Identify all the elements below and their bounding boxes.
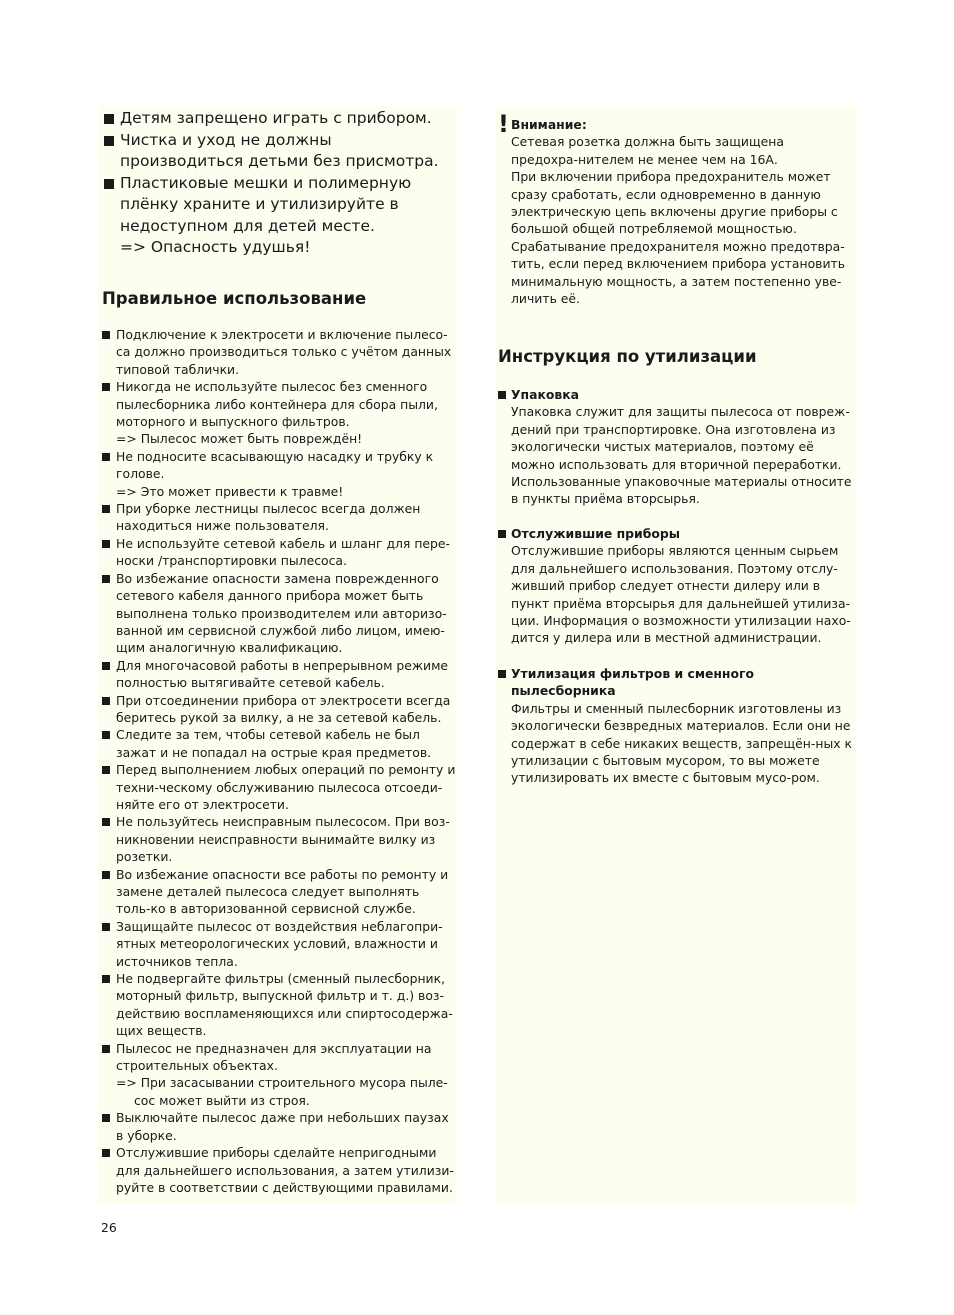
list-item: Детям запрещено играть с прибором. <box>104 108 454 130</box>
page-number: 26 <box>101 1220 117 1235</box>
disposal-section-body: Отслужившие приборы являются ценным сырьем для дальнейшего использования. Поэтому отслу-живший прибор следует отнести дилеру или в пункт приёма вторсырья для дальнейшей утилиза-ции. Информация о возможности утилизации нахо-дится у дилера или в местной администрации. <box>511 543 851 646</box>
list-item: Пылесос не предназначен для эксплуатации на строительных объектах. => При засасывании строительного мусора пыле-сос может выйти из строя. <box>102 1040 456 1110</box>
disposal-section-filters <box>498 665 854 787</box>
list-item: При отсоединении прибора от электросети всегда беритесь рукой за вилку, а не за сетевой кабель. <box>102 692 456 727</box>
list-item: Чистка и уход не должны производиться детьми без присмотра. <box>104 130 454 173</box>
proper-use-list <box>102 326 456 1196</box>
disposal-section-packaging <box>498 386 854 508</box>
list-item: Следите за тем, чтобы сетевой кабель не был зажат и не попадал на острые края предметов. <box>102 726 456 761</box>
bullet-square-icon <box>102 871 110 879</box>
list-item: Не используйте сетевой кабель и шланг для пере-носки /транспортировки пылесоса. <box>102 535 456 570</box>
bullet-square-icon <box>102 662 110 670</box>
list-item: Перед выполнением любых операций по ремонту и техни-ческому обслуживанию пылесоса отсоеди-няйте его от электросети. <box>102 761 456 813</box>
list-item: Подключение к электросети и включение пылесо-са должно производиться только с учётом данных типовой таблички. <box>102 326 456 378</box>
right-column <box>495 106 856 1206</box>
bullet-square-icon <box>102 923 110 931</box>
list-item: Не подвергайте фильтры (сменный пылесборник, моторный фильтр, выпускной фильтр и т. д.) воз-действию воспламеняющихся или спиртосодержа-щих веществ. <box>102 970 456 1040</box>
bullet-square-icon <box>102 540 110 548</box>
bullet-square-icon <box>102 697 110 705</box>
bullet-square-icon <box>102 453 110 461</box>
bullet-square-icon <box>102 1149 110 1157</box>
disposal-section-body: Фильтры и сменный пылесборник изготовлены из экологически безвредных материалов. Если они не содержат в себе никаких веществ, запрещён-ных к утилизации с бытовым мусором, то вы можете утилизировать их вместе с бытовым мусо-ром. <box>511 700 852 786</box>
bullet-square-icon <box>102 766 110 774</box>
list-item: Отслужившие приборы сделайте непригодными для дальнейшего использования, а затем утилизи-руйте в соответствии с действующими правилами. <box>102 1144 456 1196</box>
list-item: Никогда не используйте пылесос без сменного пылесборника либо контейнера для сбора пыли, моторного и выпускного фильтров. => Пылесос может быть повреждён! <box>102 378 456 448</box>
section-heading-proper-use: Правильное использование <box>102 289 367 308</box>
warning-paragraph: При включении прибора предохранитель может сразу сработать, если одновременно в данную электрическую цепь включены другие приборы с большой общей потребляемой мощностью. <box>511 169 838 237</box>
list-item: Во избежание опасности замена поврежденного сетевого кабеля данного прибора может быть выполнена только производителем или авторизо-ванной им сервисной службой либо лицом, имею-щим аналогичную квалификацию. <box>102 570 456 657</box>
bullet-square-icon <box>102 575 110 583</box>
bullet-square-icon <box>104 114 114 124</box>
bullet-square-icon <box>102 975 110 983</box>
bullet-square-icon <box>102 1045 110 1053</box>
disposal-section-body: Упаковка служит для защиты пылесоса от повреж-дений при транспортировке. Она изготовлена из экологически чистых материалов, поэтому её можно использовать для вторичной переработки. Использованные упаковочные материалы относите в пункты приёма вторсырья. <box>511 404 852 507</box>
list-item: Не пользуйтесь неисправным пылесосом. При воз-никновении неисправности вынимайте вилку из розетки. <box>102 813 456 865</box>
bullet-square-icon <box>102 505 110 513</box>
bullet-square-icon <box>498 670 506 678</box>
bullet-square-icon <box>102 383 110 391</box>
section-heading-disposal: Инструкция по утилизации <box>498 347 757 366</box>
disposal-section-title: Упаковка <box>511 387 580 402</box>
child-safety-list <box>104 108 454 259</box>
bullet-square-icon <box>102 818 110 826</box>
warning-paragraph: Сетевая розетка должна быть защищена предохра-нителем не менее чем на 16А. <box>511 134 784 167</box>
bullet-square-icon <box>498 391 506 399</box>
list-item: Пластиковые мешки и полимерную плёнку храните и утилизируйте в недоступном для детей месте. => Опасность удушья! <box>104 173 454 259</box>
bullet-square-icon <box>102 331 110 339</box>
disposal-section-title: Отслужившие приборы <box>511 526 680 541</box>
list-item: Выключайте пылесос даже при небольших паузах в уборке. <box>102 1109 456 1144</box>
warning-box <box>498 110 854 307</box>
exclamation-icon: ! <box>498 110 509 138</box>
bullet-square-icon <box>104 136 114 146</box>
list-item: При уборке лестницы пылесос всегда должен находиться ниже пользователя. <box>102 500 456 535</box>
list-item: Для многочасовой работы в непрерывном режиме полностью вытягивайте сетевой кабель. <box>102 657 456 692</box>
list-item: Во избежание опасности все работы по ремонту и замене деталей пылесоса следует выполнять толь-ко в авторизованной сервисной службе. <box>102 866 456 918</box>
bullet-square-icon <box>102 731 110 739</box>
bullet-square-icon <box>104 179 114 189</box>
left-column <box>98 106 457 1204</box>
disposal-section-old-appliances <box>498 525 854 647</box>
list-item: Не подносите всасывающую насадку и трубку к голове. => Это может привести к травме! <box>102 448 456 500</box>
bullet-square-icon <box>102 1114 110 1122</box>
warning-paragraph: Срабатывание предохранителя можно предотвра-тить, если перед включением прибора установить минимальную мощность, а затем постепенно уве-личить её. <box>511 238 846 307</box>
list-item: Защищайте пылесос от воздействия неблагопри-ятных метеорологических условий, влажности и источников тепла. <box>102 918 456 970</box>
bullet-square-icon <box>498 530 506 538</box>
warning-title: Внимание: <box>511 117 587 132</box>
disposal-section-title: Утилизация фильтров и сменного пылесборника <box>511 666 754 699</box>
